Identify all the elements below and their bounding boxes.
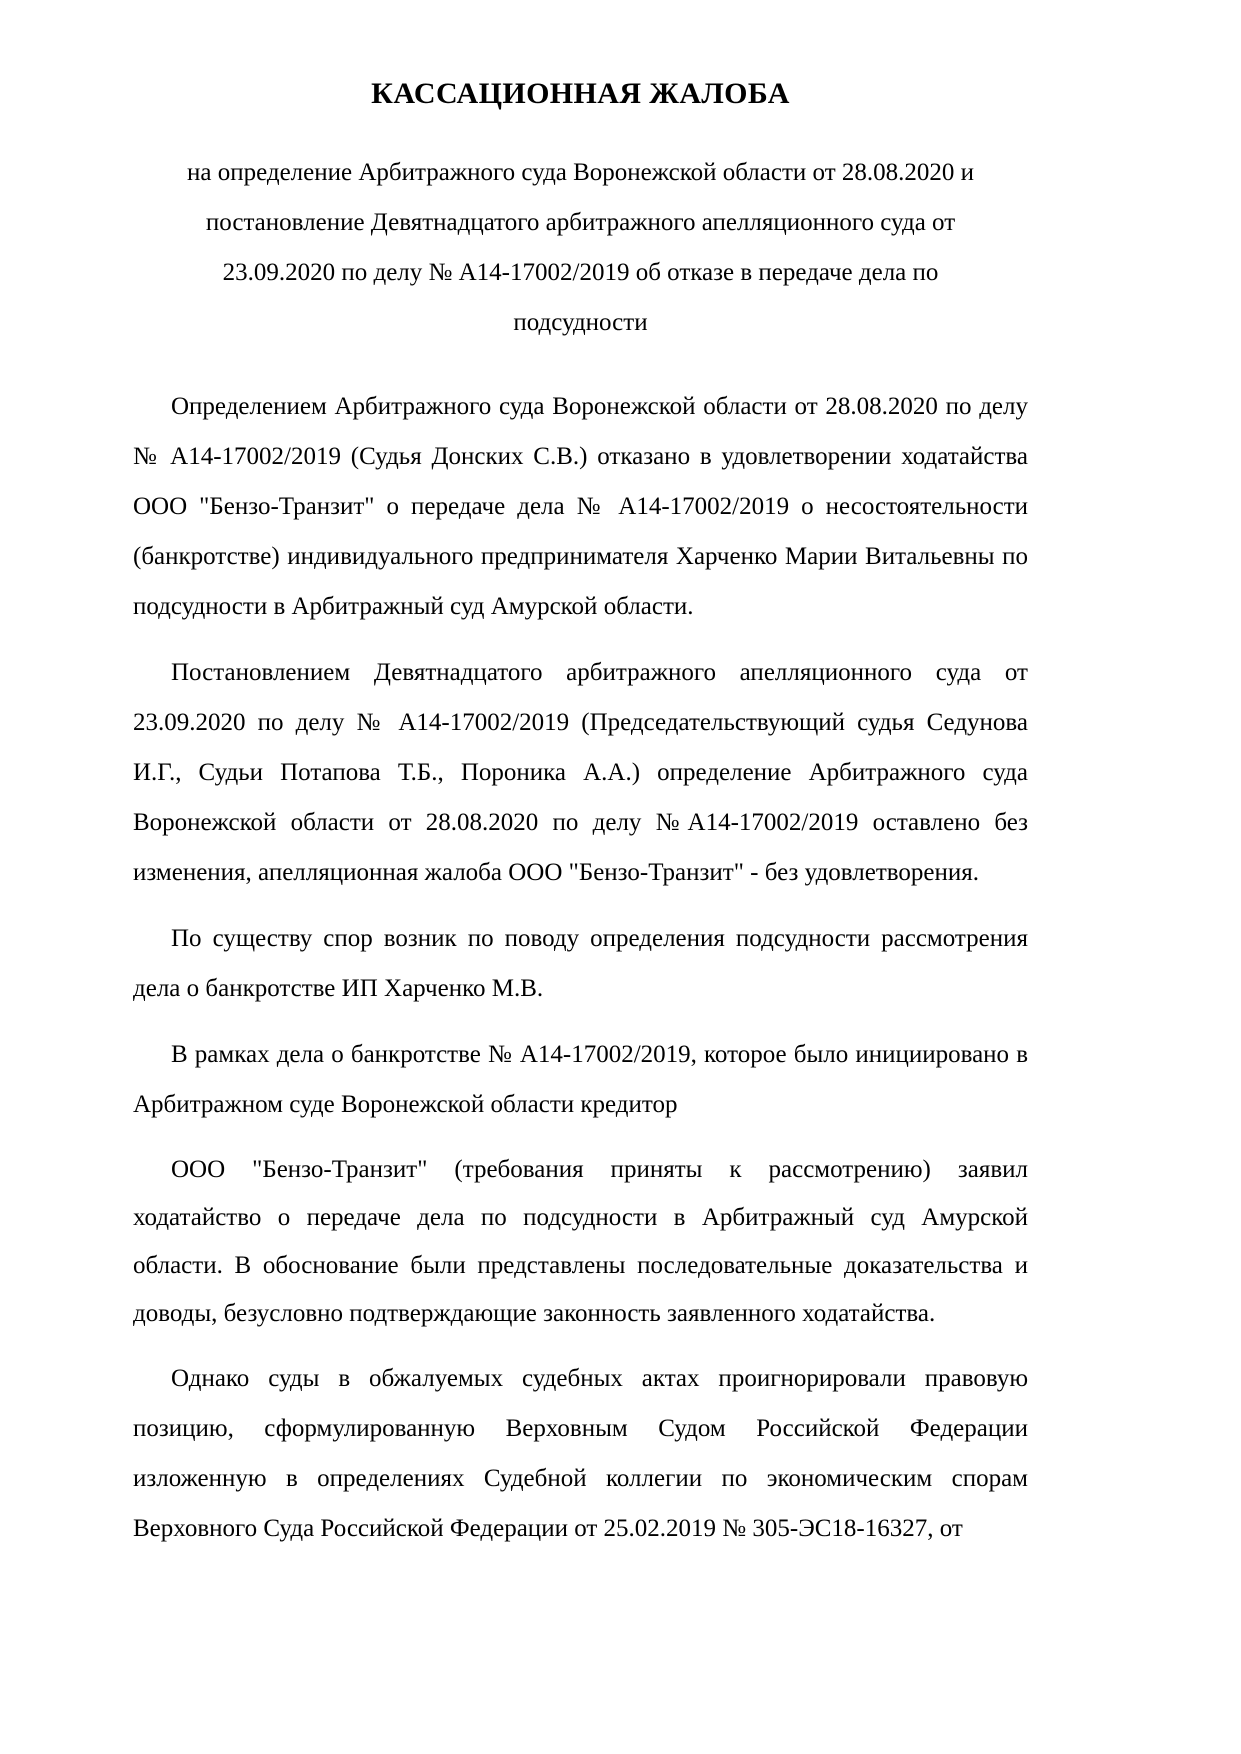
subtitle-line: 23.09.2020 по делу № А14-17002/2019 об отказе в передаче дела по xyxy=(222,259,939,286)
subtitle-line: подсудности xyxy=(513,309,648,336)
document-subtitle xyxy=(133,148,1028,348)
paragraph-courts-ignored: Однако суды в обжалуемых судебных актах проигнорировали правовую позицию, сформулированную Верховным Судом Российской Федерации изложенную в определениях Судебной коллегии по экономическим спорам Верховного Суда Российской Федерации от 25.02.2019 № 305-ЭС18-16327, от xyxy=(133,1365,1028,1542)
paragraph-case-framework: В рамках дела о банкротстве № А14-17002/2019, которое было инициировано в Арбитражном суде Воронежской области кредитор xyxy=(133,1041,1028,1118)
paragraph-petition: ООО "Бензо-Транзит" (требования приняты к рассмотрению) заявил ходатайство о передаче дела по подсудности в Арбитражный суд Амурской области. В обоснование были представлены последовательные доказательства и доводы, безусловно подтверждающие законность заявленного ходатайства. xyxy=(133,1156,1028,1327)
document-body xyxy=(133,382,1028,1554)
subtitle-line: на определение Арбитражного суда Воронежской области от 28.08.2020 и xyxy=(187,159,974,186)
paragraph-appeal-ruling: Постановлением Девятнадцатого арбитражного апелляционного суда от 23.09.2020 по делу № А14-17002/2019 (Председательствующий судья Седунова И.Г., Судьи Потапова Т.Б., Пороника А.А.) определение Арбитражного суда Воронежской области от 28.08.2020 по делу №А14-17002/2019 оставлено без изменения, апелляционная жалоба ООО "Бензо-Транзит" - без удовлетворения. xyxy=(133,659,1028,886)
document-content xyxy=(133,0,1028,1554)
paragraph-determination: Определением Арбитражного суда Воронежской области от 28.08.2020 по делу № А14-17002/2019 (Судья Донских С.В.) отказано в удовлетворении ходатайства ООО "Бензо-Транзит" о передаче дела № А14-17002/2019 о несостоятельности (банкротстве) индивидуального предпринимателя Харченко Марии Витальевны по подсудности в Арбитражный суд Амурской области. xyxy=(133,393,1028,620)
document-title: КАССАЦИОННАЯ ЖАЛОБА xyxy=(371,77,790,110)
subtitle-line: постановление Девятнадцатого арбитражного апелляционного суда от xyxy=(205,209,956,236)
paragraph-dispute-essence: По существу спор возник по поводу определения подсудности рассмотрения дела о банкротстве ИП Харченко М.В. xyxy=(133,925,1028,1002)
